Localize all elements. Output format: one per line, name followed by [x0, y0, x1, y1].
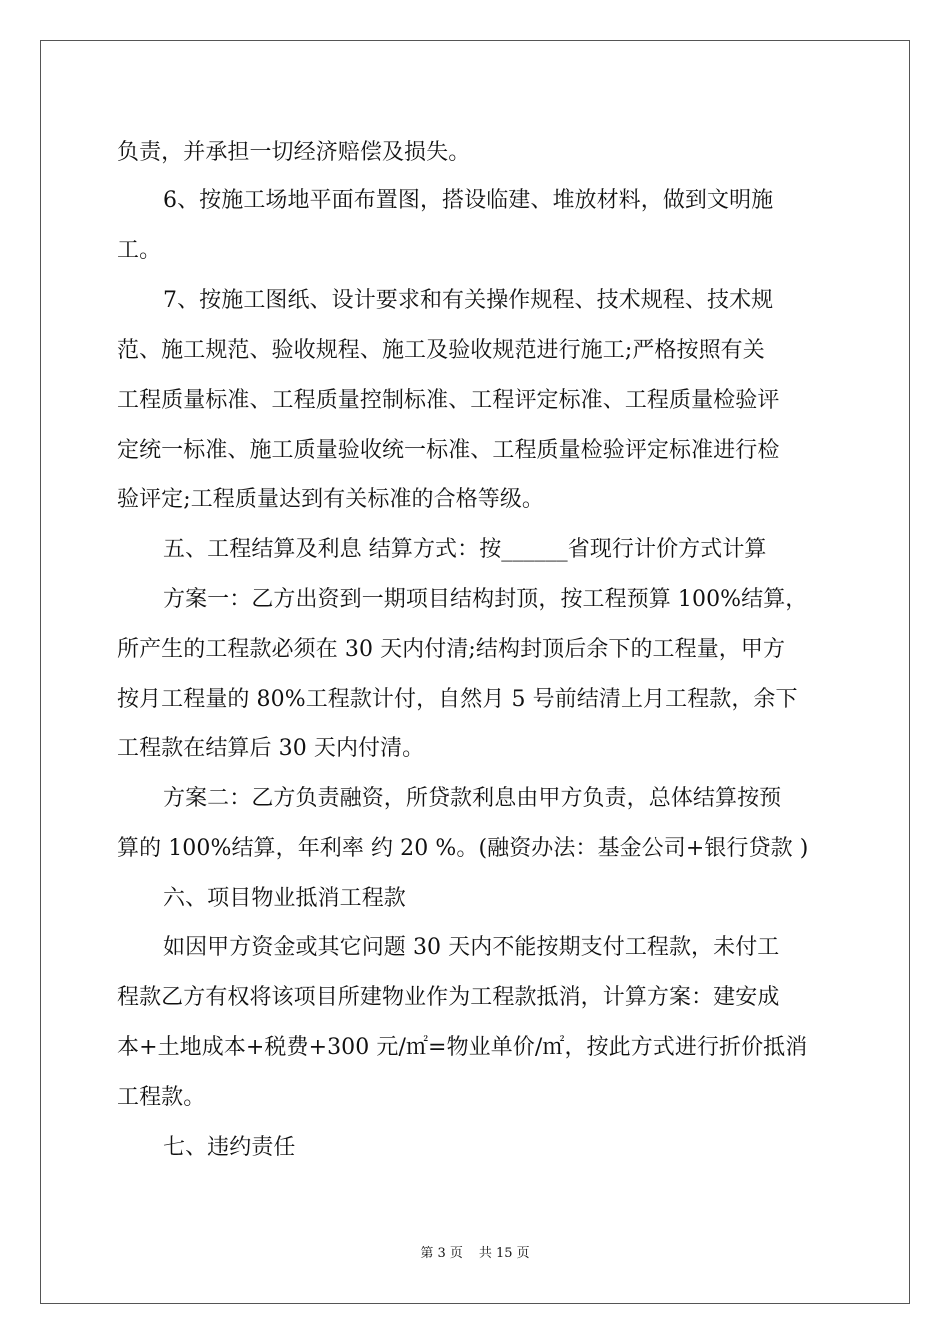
text-line: 算的 100%结算，年利率 约 20 %。(融资办法：基金公司+银行贷款 ) — [117, 836, 809, 861]
page-total: 共 15 页 — [478, 1246, 530, 1261]
text-line: 7、按施工图纸、设计要求和有关操作规程、技术规程、技术规 — [163, 288, 774, 313]
section-heading: 五、工程结算及利息 结算方式：按______省现行计价方式计算 — [163, 537, 767, 562]
text-line: 工程款在结算后 30 天内付清。 — [117, 736, 425, 761]
text-line: 验评定;工程质量达到有关标准的合格等级。 — [117, 487, 545, 512]
section-heading: 六、项目物业抵消工程款 — [163, 886, 406, 911]
page-footer — [0, 1242, 950, 1261]
text-line: 范、施工规范、验收规程、施工及验收规范进行施工;严格按照有关 — [117, 338, 765, 363]
text-line: 程款乙方有权将该项目所建物业作为工程款抵消，计算方案：建安成 — [117, 985, 780, 1010]
text-line: 所产生的工程款必须在 30 天内付清;结构封顶后余下的工程量，甲方 — [117, 637, 786, 662]
text-line: 方案一：乙方出资到一期项目结构封顶，按工程预算 100%结算， — [163, 587, 808, 612]
text-line: 定统一标准、施工质量验收统一标准、工程质量检验评定标准进行检 — [117, 438, 780, 463]
text-line: 如因甲方资金或其它问题 30 天内不能按期支付工程款，未付工 — [163, 935, 780, 960]
text-line: 工程款。 — [117, 1085, 206, 1110]
text-line: 方案二：乙方负责融资，所贷款利息由甲方负责，总体结算按预 — [163, 786, 782, 811]
section-heading: 七、违约责任 — [163, 1135, 296, 1160]
page-border — [40, 40, 910, 1304]
text-line: 6、按施工场地平面布置图，搭设临建、堆放材料，做到文明施 — [163, 188, 774, 213]
text-line: 按月工程量的 80%工程款计付，自然月 5 号前结清上月工程款，余下 — [117, 687, 798, 712]
text-line: 工程质量标准、工程质量控制标准、工程评定标准、工程质量检验评 — [117, 388, 780, 413]
page-number: 第 3 页 — [420, 1246, 463, 1261]
text-line: 负责，并承担一切经济赔偿及损失。 — [117, 140, 471, 165]
text-line: 工。 — [117, 238, 162, 263]
text-line: 本+土地成本+税费+300 元/㎡=物业单价/㎡，按此方式进行折价抵消 — [117, 1035, 808, 1060]
